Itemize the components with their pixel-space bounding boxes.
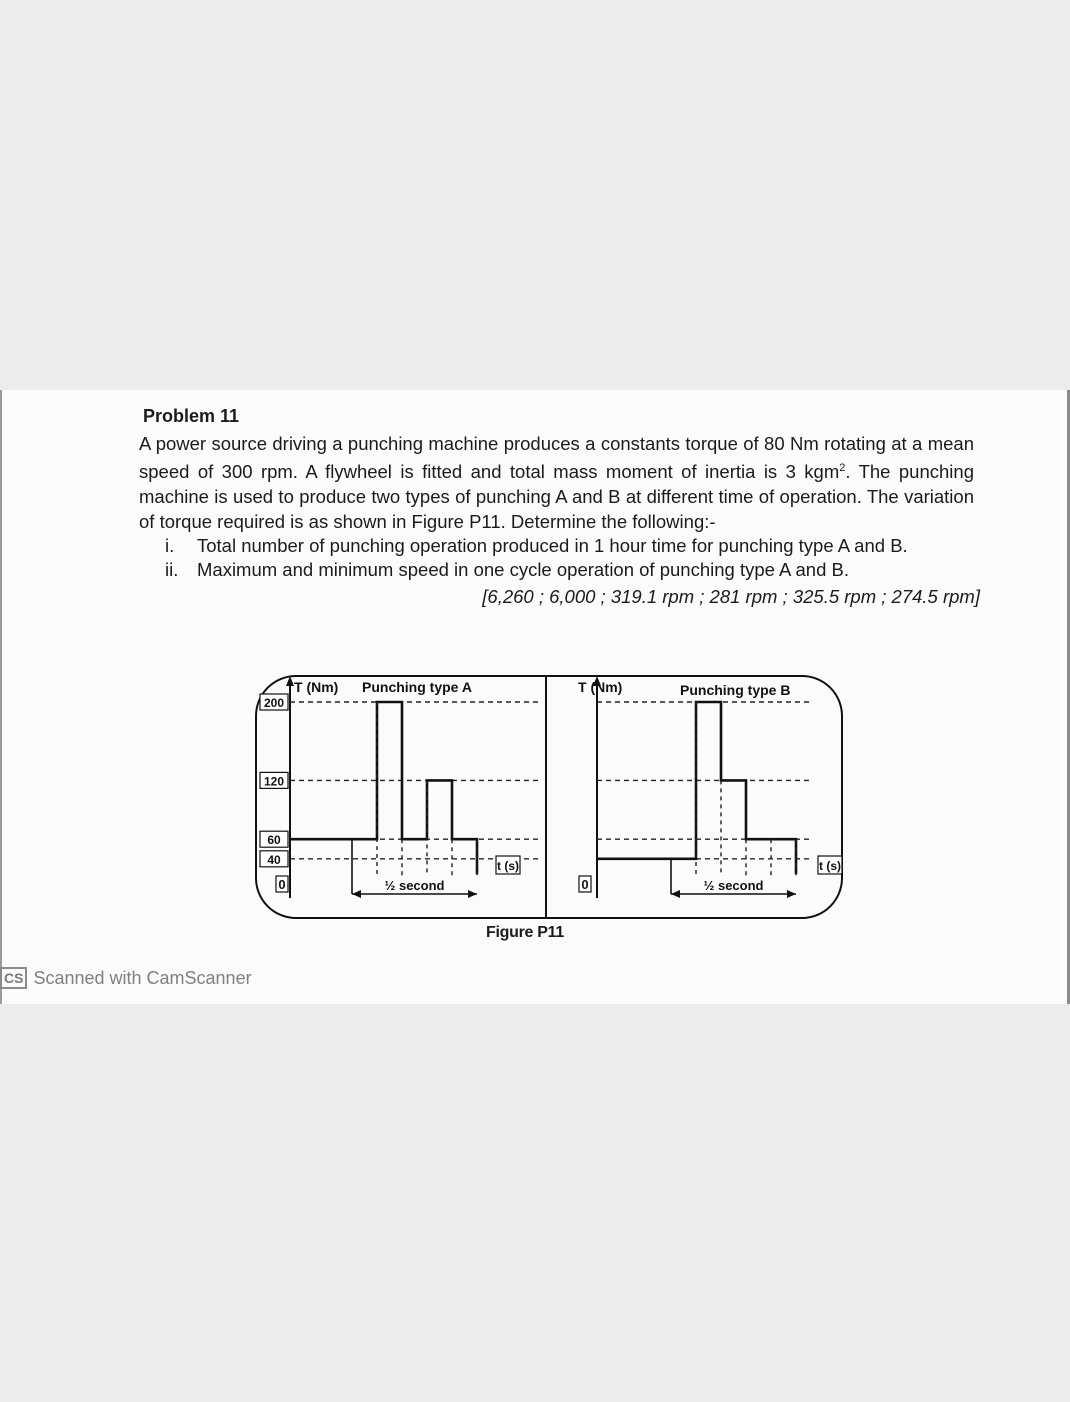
camscanner-logo: CS	[0, 967, 27, 989]
tick-label-40: 40	[267, 852, 281, 867]
chart-punching-type-a	[260, 676, 542, 898]
figure-p11	[250, 672, 850, 942]
span-arrowhead-right	[787, 890, 796, 898]
tick-label-200: 200	[263, 696, 285, 710]
problem-text-part-2: . The punching machine is used to produce two types of punching A and B at different time of operation. The variation of torque required is as shown in Figure P11. Determine the following:-	[139, 461, 974, 533]
problem-block	[139, 406, 980, 608]
span-label: ½ second	[384, 878, 445, 893]
problem-text-superscript: 2	[839, 462, 846, 474]
scanned-page	[0, 390, 1070, 1004]
chart-title: Punching type A	[362, 679, 472, 695]
y-axis-label: T (Nm)	[578, 679, 623, 695]
question-item	[139, 534, 974, 558]
question-list	[139, 534, 974, 582]
scanner-watermark	[0, 967, 252, 989]
question-text: Total number of punching operation produced in 1 hour time for punching type A and B.	[197, 535, 908, 557]
x-axis-label: t (s)	[497, 859, 519, 873]
origin-label: 0	[278, 877, 286, 892]
problem-title: Problem 11	[143, 406, 240, 426]
torque-diagram	[250, 672, 850, 922]
question-number: ii.	[165, 559, 179, 581]
watermark-text: Scanned with CamScanner	[33, 967, 252, 988]
y-axis-label: T (Nm)	[294, 679, 339, 695]
torque-curve	[290, 702, 477, 874]
span-arrowhead-left	[671, 890, 680, 898]
span-label: ½ second	[703, 878, 764, 893]
tick-label-60: 60	[267, 833, 281, 848]
question-item	[139, 558, 974, 582]
tick-label-120: 120	[263, 774, 285, 789]
chart-punching-type-b	[578, 676, 842, 898]
question-text: Maximum and minimum speed in one cycle operation of punching type A and B.	[197, 559, 849, 581]
span-arrowhead-right	[468, 890, 477, 898]
figure-caption: Figure P11	[486, 924, 564, 941]
span-arrowhead-left	[352, 890, 361, 898]
problem-text-part-1: A power source driving a punching machine produces a constants torque of 80 Nm rotating at a mean speed of 300 rpm. A flywheel is fitted and total mass moment of inertia is 3 kgm	[139, 433, 974, 483]
origin-label: 0	[581, 877, 589, 892]
answer-line: [6,260 ; 6,000 ; 319.1 rpm ; 281 rpm ; 325.5 rpm ; 274.5 rpm]	[482, 586, 980, 608]
chart-title: Punching type B	[680, 682, 791, 698]
problem-statement	[139, 431, 974, 534]
x-axis-label: t (s)	[819, 859, 841, 873]
question-number: i.	[165, 535, 175, 557]
